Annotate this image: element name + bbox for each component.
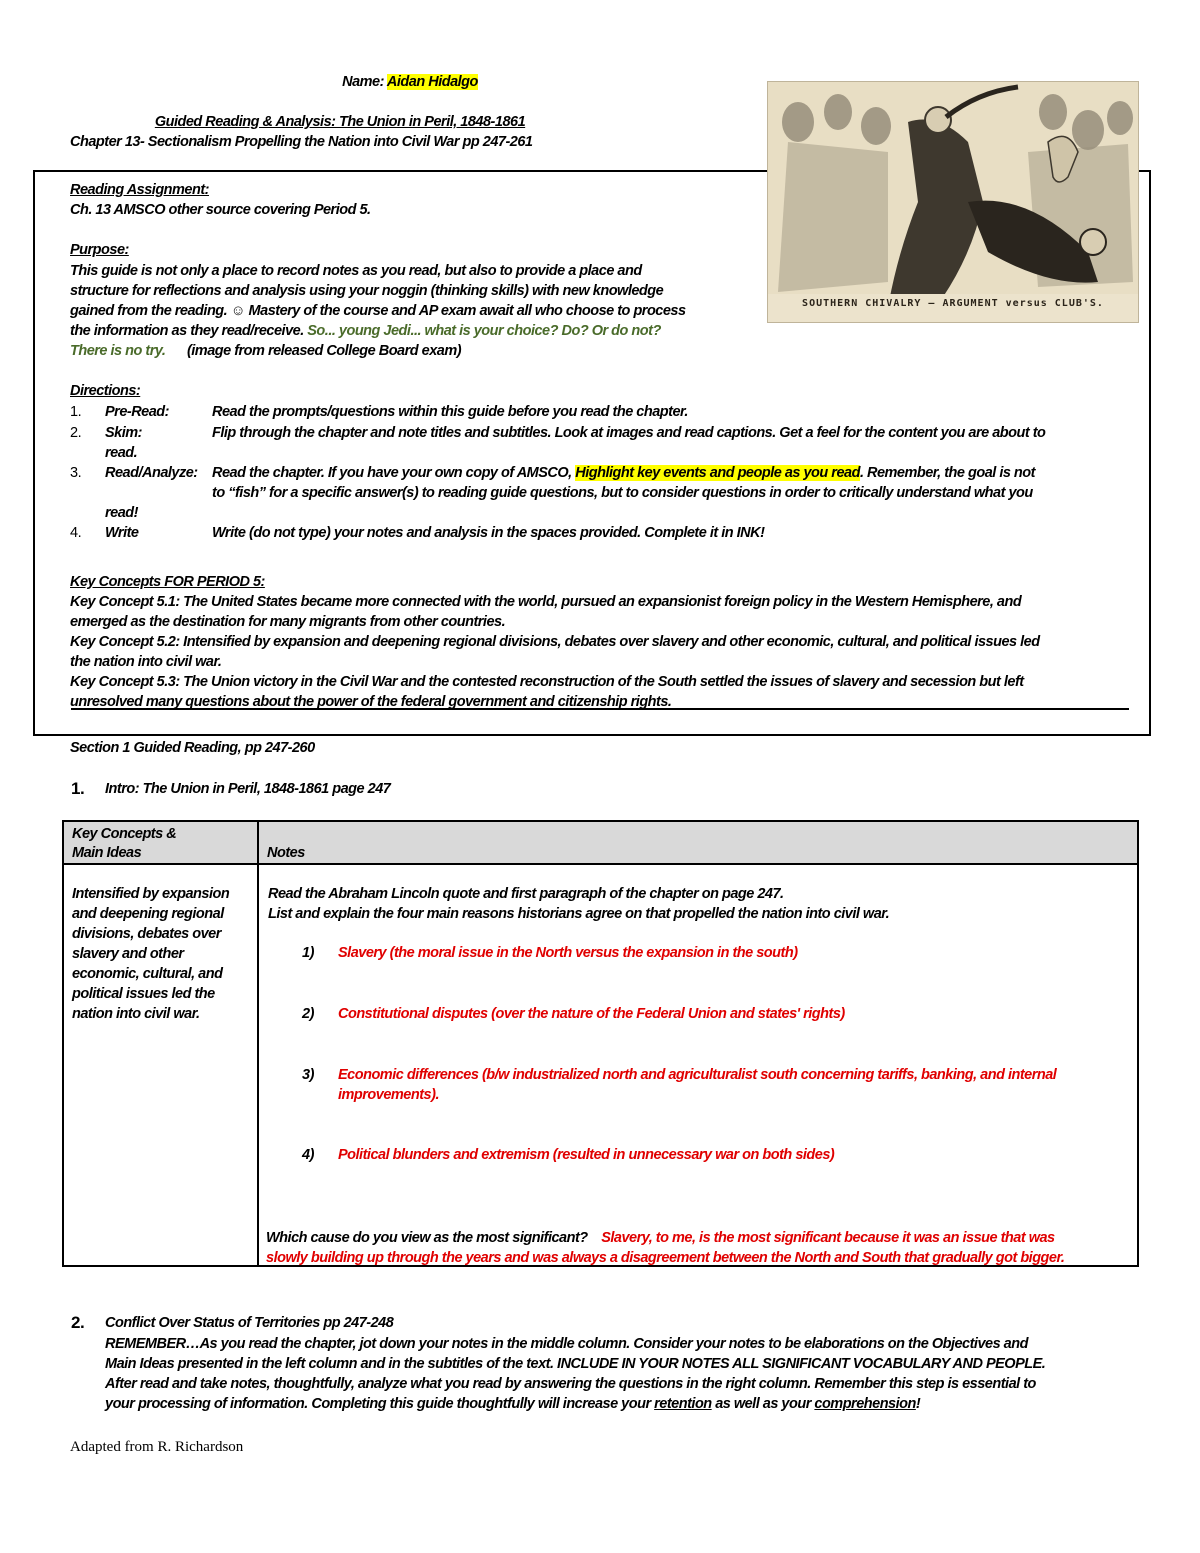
direction-term: Skim: bbox=[105, 425, 142, 441]
purpose-line-5 bbox=[70, 341, 461, 361]
purpose-line-2: structure for reflections and analysis using your noggin (thinking skills) with new knowledge bbox=[70, 283, 664, 299]
direction-text: Read the prompts/questions within this guide before you read the chapter. bbox=[212, 404, 688, 420]
section-2-text-line-2: Main Ideas presented in the left column and in the subtitles of the text. INCLUDE IN YOUR NOTES ALL SIGNIFICANT VOCABULARY AND PEOPLE. bbox=[105, 1356, 1046, 1372]
guide-title: Guided Reading & Analysis: The Union in Peril, 1848-1861 bbox=[154, 114, 526, 130]
section-2-text-4a: your processing of information. Completing this guide thoughtfully will increase your bbox=[105, 1396, 651, 1412]
purpose-line-4a: the information as they read/receive. bbox=[70, 323, 304, 339]
purpose-heading: Purpose: bbox=[70, 242, 129, 258]
direction-text-b: . Remember, the goal is not bbox=[859, 465, 1035, 481]
reason-number: 2) bbox=[302, 1006, 314, 1022]
item-title: Conflict Over Status of Territories pp 247-248 bbox=[105, 1315, 394, 1331]
reason-2 bbox=[0, 1004, 1200, 1024]
reason-number: 1) bbox=[302, 945, 314, 961]
direction-number: 3. bbox=[70, 465, 82, 481]
significance-answer-line-1: Slavery, to me, is the most significant because it was an issue that was bbox=[601, 1230, 1055, 1246]
directions-heading: Directions: bbox=[70, 383, 141, 399]
name-label: Name: bbox=[342, 74, 384, 90]
direction-item-2 bbox=[0, 423, 1200, 463]
jedi-quote: So... young Jedi... what is your choice? Do? Or do not? bbox=[307, 323, 661, 339]
main-idea-line: political issues led the bbox=[72, 986, 215, 1002]
purpose-line-1: This guide is not only a place to record notes as you read, but also to provide a place and bbox=[70, 263, 642, 279]
engraving-drawing bbox=[768, 82, 1139, 323]
reason-number: 3) bbox=[302, 1067, 314, 1083]
direction-number: 2. bbox=[70, 425, 82, 441]
reason-3 bbox=[0, 1065, 1200, 1105]
purpose-line-4 bbox=[70, 321, 661, 341]
section-2-text-4c: ! bbox=[915, 1396, 921, 1412]
col1-header-line-2: Main Ideas bbox=[72, 845, 142, 861]
key-concept-line: the nation into civil war. bbox=[70, 654, 222, 670]
retention-word: retention bbox=[654, 1396, 712, 1412]
direction-item-4 bbox=[0, 523, 1200, 543]
reason-text: Constitutional disputes (over the nature of the Federal Union and states' rights) bbox=[338, 1006, 845, 1022]
section-2-text-line-4 bbox=[105, 1394, 920, 1414]
main-idea-line: economic, cultural, and bbox=[72, 966, 223, 982]
section-1-heading: Section 1 Guided Reading, pp 247-260 bbox=[70, 740, 315, 756]
key-concept-line: Key Concept 5.2: Intensified by expansion and deepening regional divisions, debates over slavery and other economic, cultural, and political issues led bbox=[70, 634, 1040, 650]
direction-text bbox=[212, 463, 1127, 483]
significance-question-line bbox=[266, 1228, 1055, 1248]
direction-number: 4. bbox=[70, 525, 82, 541]
significance-question: Which cause do you view as the most significant? bbox=[266, 1230, 588, 1246]
key-concept-line: unresolved many questions about the power of the federal government and citizenship rights. bbox=[70, 694, 672, 710]
direction-text: Flip through the chapter and note titles and subtitles. Look at images and read captions. Get a feel for the content you are about to bbox=[212, 425, 1046, 441]
southern-chivalry-illustration bbox=[767, 81, 1139, 323]
main-idea-line: Intensified by expansion bbox=[72, 886, 230, 902]
notes-table bbox=[62, 820, 1139, 1267]
highlight-instruction: Highlight key events and people as you read bbox=[575, 465, 860, 481]
purpose-line-3: gained from the reading. ☺ Mastery of the course and AP exam await all who choose to process bbox=[70, 303, 686, 319]
key-concepts-heading: Key Concepts FOR PERIOD 5: bbox=[70, 574, 265, 590]
comprehension-word: comprehension bbox=[814, 1396, 916, 1412]
col1-header-line-1: Key Concepts & bbox=[72, 826, 177, 842]
main-idea-line: nation into civil war. bbox=[72, 1006, 200, 1022]
direction-text-line-2: to “fish” for a specific answer(s) to reading guide questions, but to consider questions in order to critically understand what you bbox=[212, 485, 1033, 501]
reading-assignment-heading: Reading Assignment: bbox=[70, 182, 210, 198]
reason-text: Economic differences (b/w industrialized north and agriculturalist south concerning tariffs, banking, and internal bbox=[338, 1067, 1057, 1083]
key-concept-line: emerged as the destination for many migrants from other countries. bbox=[70, 614, 506, 630]
student-name-line bbox=[0, 72, 820, 92]
footer-credit: Adapted from R. Richardson bbox=[70, 1439, 244, 1455]
image-caption: SOUTHERN CHIVALRY — ARGUMENT versus CLUB'S. bbox=[802, 298, 1104, 309]
main-idea-line: slavery and other bbox=[72, 946, 184, 962]
item-title: Intro: The Union in Peril, 1848-1861 page 247 bbox=[105, 781, 391, 797]
section-2-text-line-1: REMEMBER…As you read the chapter, jot down your notes in the middle column. Consider your notes to be elaborations on the Objectives and bbox=[105, 1336, 1028, 1352]
direction-item-3 bbox=[0, 463, 1200, 523]
direction-item-1 bbox=[0, 402, 1200, 422]
direction-text-a: Read the chapter. If you have your own copy of AMSCO, bbox=[212, 465, 572, 481]
direction-text-cont: read. bbox=[105, 445, 138, 461]
direction-term: Write bbox=[105, 525, 139, 541]
section-1-item bbox=[0, 779, 800, 801]
chapter-title: Chapter 13- Sectionalism Propelling the Nation into Civil War pp 247-261 bbox=[70, 134, 533, 150]
reason-text: Slavery (the moral issue in the North versus the expansion in the south) bbox=[338, 945, 798, 961]
reason-number: 4) bbox=[302, 1147, 314, 1163]
reason-1 bbox=[0, 943, 1200, 963]
reason-text-cont: improvements). bbox=[338, 1087, 439, 1103]
col2-header: Notes bbox=[267, 845, 305, 861]
main-idea-line: and deepening regional bbox=[72, 906, 224, 922]
main-idea-line: divisions, debates over bbox=[72, 926, 221, 942]
key-concept-line: Key Concept 5.1: The United States became more connected with the world, pursued an expansionist foreign policy in the Western Hemisphere, and bbox=[70, 594, 1022, 610]
reason-4 bbox=[0, 1145, 1200, 1165]
key-concept-line: Key Concept 5.3: The Union victory in the Civil War and the contested reconstruction of the South settled the issues of slavery and secession but left bbox=[70, 674, 1024, 690]
direction-term: Read/Analyze: bbox=[105, 465, 198, 481]
notes-prompt-line-1: Read the Abraham Lincoln quote and first paragraph of the chapter on page 247. bbox=[268, 886, 784, 902]
direction-text: Write (do not type) your notes and analysis in the spaces provided. Complete it in INK! bbox=[212, 525, 765, 541]
item-number: 2. bbox=[71, 1313, 85, 1332]
direction-number: 1. bbox=[70, 404, 82, 420]
no-try-quote: There is no try. bbox=[70, 343, 166, 359]
significance-answer-line-2: slowly building up through the years and was always a disagreement between the North and South that gradually got bigger. bbox=[266, 1250, 1065, 1266]
item-number: 1. bbox=[71, 779, 85, 798]
image-source-note: (image from released College Board exam) bbox=[186, 343, 462, 359]
reason-text: Political blunders and extremism (resulted in unnecessary war on both sides) bbox=[338, 1147, 835, 1163]
student-name: Aidan Hidalgo bbox=[386, 74, 478, 90]
section-2-item bbox=[0, 1313, 1200, 1335]
reading-assignment-text: Ch. 13 AMSCO other source covering Period 5. bbox=[70, 202, 371, 218]
table-header bbox=[64, 822, 1137, 865]
section-2-text-4b: as well as your bbox=[715, 1396, 811, 1412]
direction-term: Pre-Read: bbox=[105, 404, 169, 420]
section-2-text-line-3: After read and take notes, thoughtfully, analyze what you read by answering the questions in the right column. Remember this step is essential to bbox=[105, 1376, 1036, 1392]
notes-prompt-line-2: List and explain the four main reasons historians agree on that propelled the nation into civil war. bbox=[268, 906, 890, 922]
direction-text-cont: read! bbox=[105, 505, 138, 521]
column-divider bbox=[257, 822, 259, 1265]
